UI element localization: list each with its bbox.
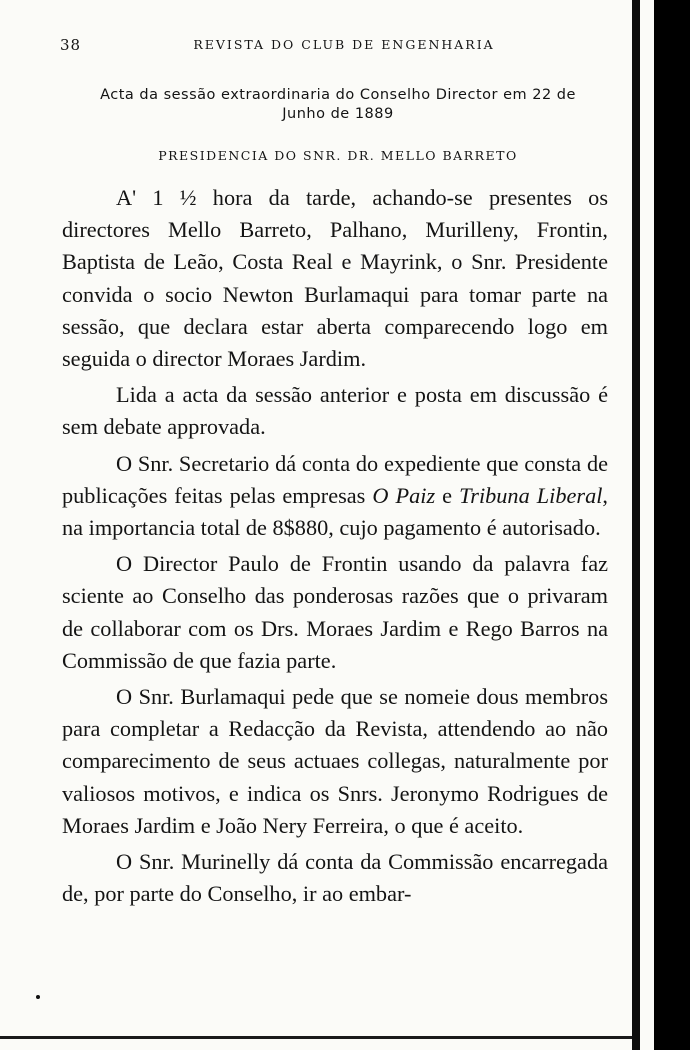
paragraph-expediente-text-3: , na importancia total de 8$880, cujo pagamento é autorisado. [62, 482, 608, 541]
minutes-body [62, 182, 608, 910]
paragraph-burlamaqui: O Snr. Burlamaqui pede que se nomeie dous membros para completar a Redacção da Revista, attendendo ao não comparecimento de seus actuaes collegas, naturalmente por valiosos motivos, e indica os Snrs. Jeronymo Rodrigues de Moraes Jardim e João Nery Ferreira, o que é aceito. [62, 684, 608, 838]
paragraph-expediente [62, 448, 608, 545]
paragraph-frontin: O Director Paulo de Frontin usando da palavra faz sciente ao Conselho das ponderosas razões que o privaram de collaborar com os Drs. Moraes Jardim e Rego Barros na Commissão de que fazia parte. [62, 551, 608, 673]
minutes-heading-line-1: Acta da sessão extraordinaria do Conselho Director em 22 de [100, 87, 576, 103]
binding-gap [640, 0, 654, 1050]
paragraph-murinelly: O Snr. Murinelly dá conta da Commissão encarregada de, por parte do Conselho, ir ao embar- [62, 849, 608, 907]
paragraph-approval: Lida a acta da sessão anterior e posta em discussão é sem debate approvada. [62, 382, 608, 440]
newspaper-tribuna-liberal: Tribuna Liberal [459, 482, 603, 508]
ink-dot [36, 995, 40, 999]
paragraph-opening: A' 1 ½ hora da tarde, achando-se presentes os directores Mello Barreto, Palhano, Murilleny, Frontin, Baptista de Leão, Costa Real e Mayrink, o Snr. Presidente convida o socio Newton Burlamaqui para tomar parte na sessão, que declara estar aberta comparecendo logo em seguida o director Moraes Jardim. [62, 185, 608, 372]
running-title: REVISTA DO CLUB DE ENGENHARIA [193, 37, 495, 52]
presidency-line: PRESIDENCIA DO SNR. DR. MELLO BARRETO [158, 148, 518, 163]
paragraph-expediente-text-1: O Snr. Secretario dá conta do expediente que consta de publicações feitas pelas empresas [62, 450, 608, 508]
binding-rule-thin [632, 0, 640, 1050]
page-number: 38 [60, 36, 82, 54]
newspaper-o-paiz: O Paiz [372, 482, 436, 508]
page-bottom-edge [0, 1036, 648, 1039]
binding-rule-thick [654, 0, 690, 1050]
minutes-heading-line-2: Junho de 1889 [282, 106, 394, 122]
paragraph-expediente-text-2: e [435, 482, 460, 508]
minutes-heading [60, 86, 616, 124]
